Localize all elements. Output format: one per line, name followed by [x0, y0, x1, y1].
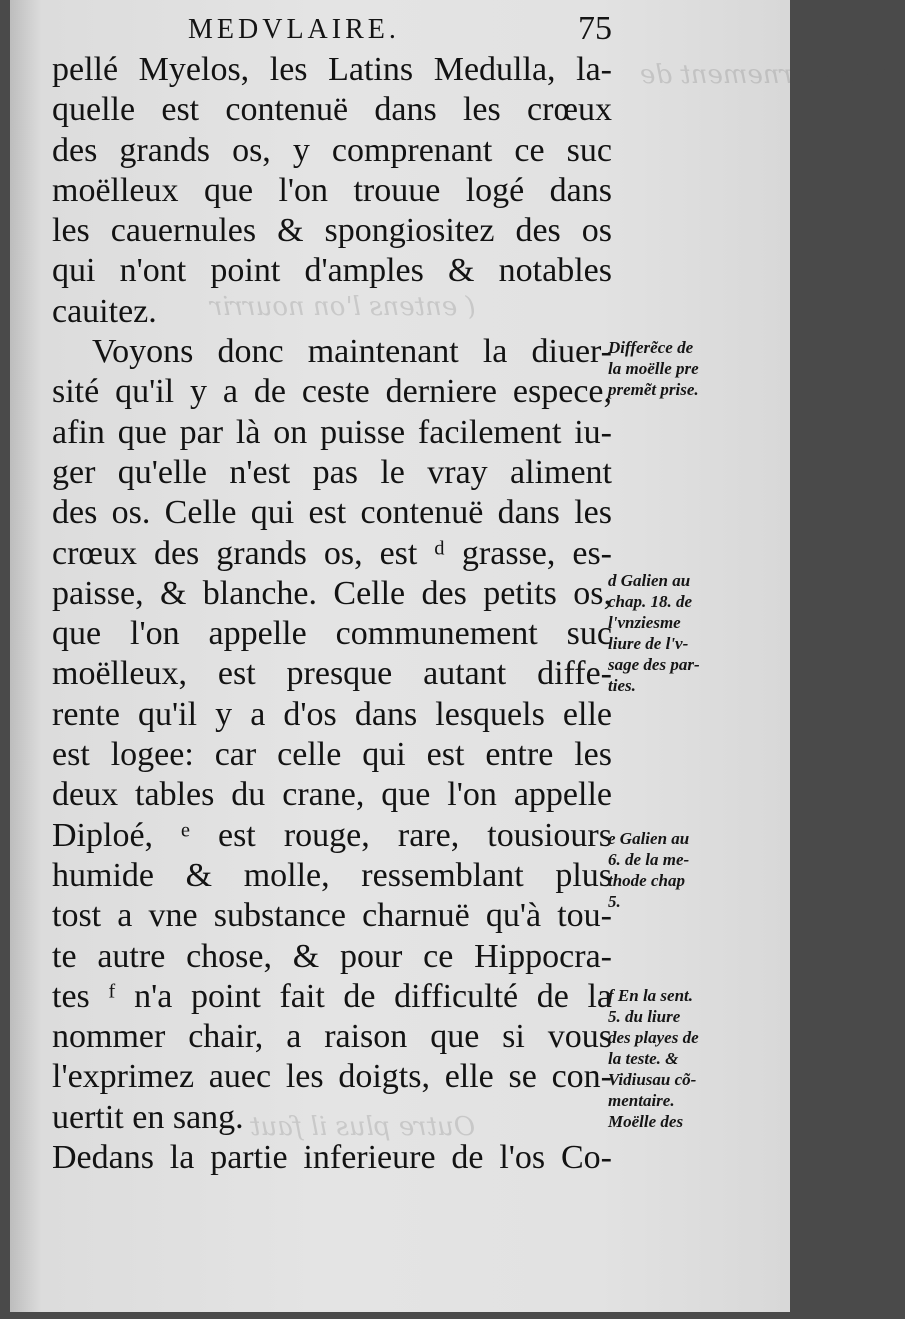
text-line: paisse, & blanche. Celle des petits os, — [52, 574, 612, 612]
margin-note-line: des playes de — [608, 1028, 699, 1047]
text-line: ger qu'elle n'est pas le vray aliment — [52, 453, 612, 491]
text-line: afin que par là on puisse facilement iu- — [52, 413, 612, 451]
show-through-text: ( entens l'on nourrir — [210, 292, 476, 322]
page-number: 75 — [578, 10, 612, 47]
text-line: quelle est contenuë dans les crœux — [52, 91, 612, 129]
text-line: est logee: car celle qui est entre les — [52, 736, 612, 774]
text-line: rente qu'il y a d'os dans lesquels elle — [52, 695, 612, 733]
text-line: pellé Myelos, les Latins Medulla, la- — [52, 51, 612, 88]
margin-note-line: e Galien au — [608, 829, 690, 848]
body-text — [52, 50, 612, 1178]
margin-note-line: 6. de la me- — [608, 850, 690, 869]
margin-note-line: 5. — [608, 892, 621, 911]
margin-note-line: ties. — [608, 676, 636, 695]
margin-note-line: f En la sent. — [608, 986, 694, 1005]
text-line: nommer chair, a raison que si vous — [52, 1018, 612, 1056]
text-line: uertit en sang. — [52, 1098, 244, 1136]
text-line: des os. Celle qui est contenuë dans les — [52, 494, 612, 532]
text-line: moëlleux que l'on trouue logé dans — [52, 171, 612, 209]
text-line: Diploé, ᵉ est rouge, rare, tousiours — [52, 816, 612, 854]
margin-note — [608, 828, 778, 912]
margin-note — [608, 337, 778, 400]
text-line: moëlleux, est presque autant diffe- — [52, 655, 612, 693]
margin-note-line: sage des par- — [608, 655, 700, 674]
text-line: des grands os, y comprenant ce suc — [52, 131, 612, 169]
show-through-text: le gouuernement de — [640, 60, 905, 90]
text-line: cauitez. — [52, 292, 157, 330]
margin-note-line: mentaire. — [608, 1091, 675, 1110]
margin-note-line: l'vnziesme — [608, 613, 681, 632]
margin-note — [608, 570, 778, 696]
text-line: deux tables du crane, que l'on appelle — [52, 776, 612, 814]
margin-note-line: la moëlle pre — [608, 359, 699, 378]
margin-note-line: liure de l'v- — [608, 634, 689, 653]
text-line: Voyons donc maintenant la diuer- — [92, 333, 612, 371]
text-line: tost a vne substance charnuë qu'à tou- — [52, 897, 612, 935]
margin-note-line: d Galien au — [608, 571, 691, 590]
text-line: qui n'ont point d'amples & notables — [52, 252, 612, 290]
margin-note-line: premẽt prise. — [608, 380, 699, 399]
book-page — [10, 0, 905, 1312]
margin-note — [608, 985, 778, 1132]
margin-note-line: thode chap — [608, 871, 685, 890]
text-line: Dedans la partie inferieure de l'os Co- — [52, 1139, 612, 1177]
margin-note-line: chap. 18. de — [608, 592, 693, 611]
margin-note-line: la teste. & — [608, 1049, 679, 1068]
text-line: que l'on appelle communement suc — [52, 615, 612, 653]
margin-note-line: Differẽce de — [608, 338, 694, 357]
text-line: crœux des grands os, est ᵈ grasse, es- — [52, 534, 612, 572]
text-line: tes ᶠ n'a point fait de difficulté de la — [52, 977, 612, 1015]
margin-note-line: 5. du liure — [608, 1007, 681, 1026]
text-line: sité qu'il y a de ceste derniere espece, — [52, 373, 612, 411]
running-title: MEDVLAIRE. — [188, 14, 400, 45]
margin-notes — [608, 0, 786, 1300]
margin-note-line: Moëlle des — [608, 1112, 684, 1131]
show-through-text: Outre plus il faut — [250, 1112, 476, 1142]
text-line: l'exprimez auec les doigts, elle se con- — [52, 1058, 612, 1096]
text-line: les cauernules & spongiositez des os — [52, 212, 612, 250]
text-line: humide & molle, ressemblant plus — [52, 856, 612, 894]
margin-note-line: Vidiusau cõ- — [608, 1070, 697, 1089]
text-line: te autre chose, & pour ce Hippocra- — [52, 937, 612, 975]
